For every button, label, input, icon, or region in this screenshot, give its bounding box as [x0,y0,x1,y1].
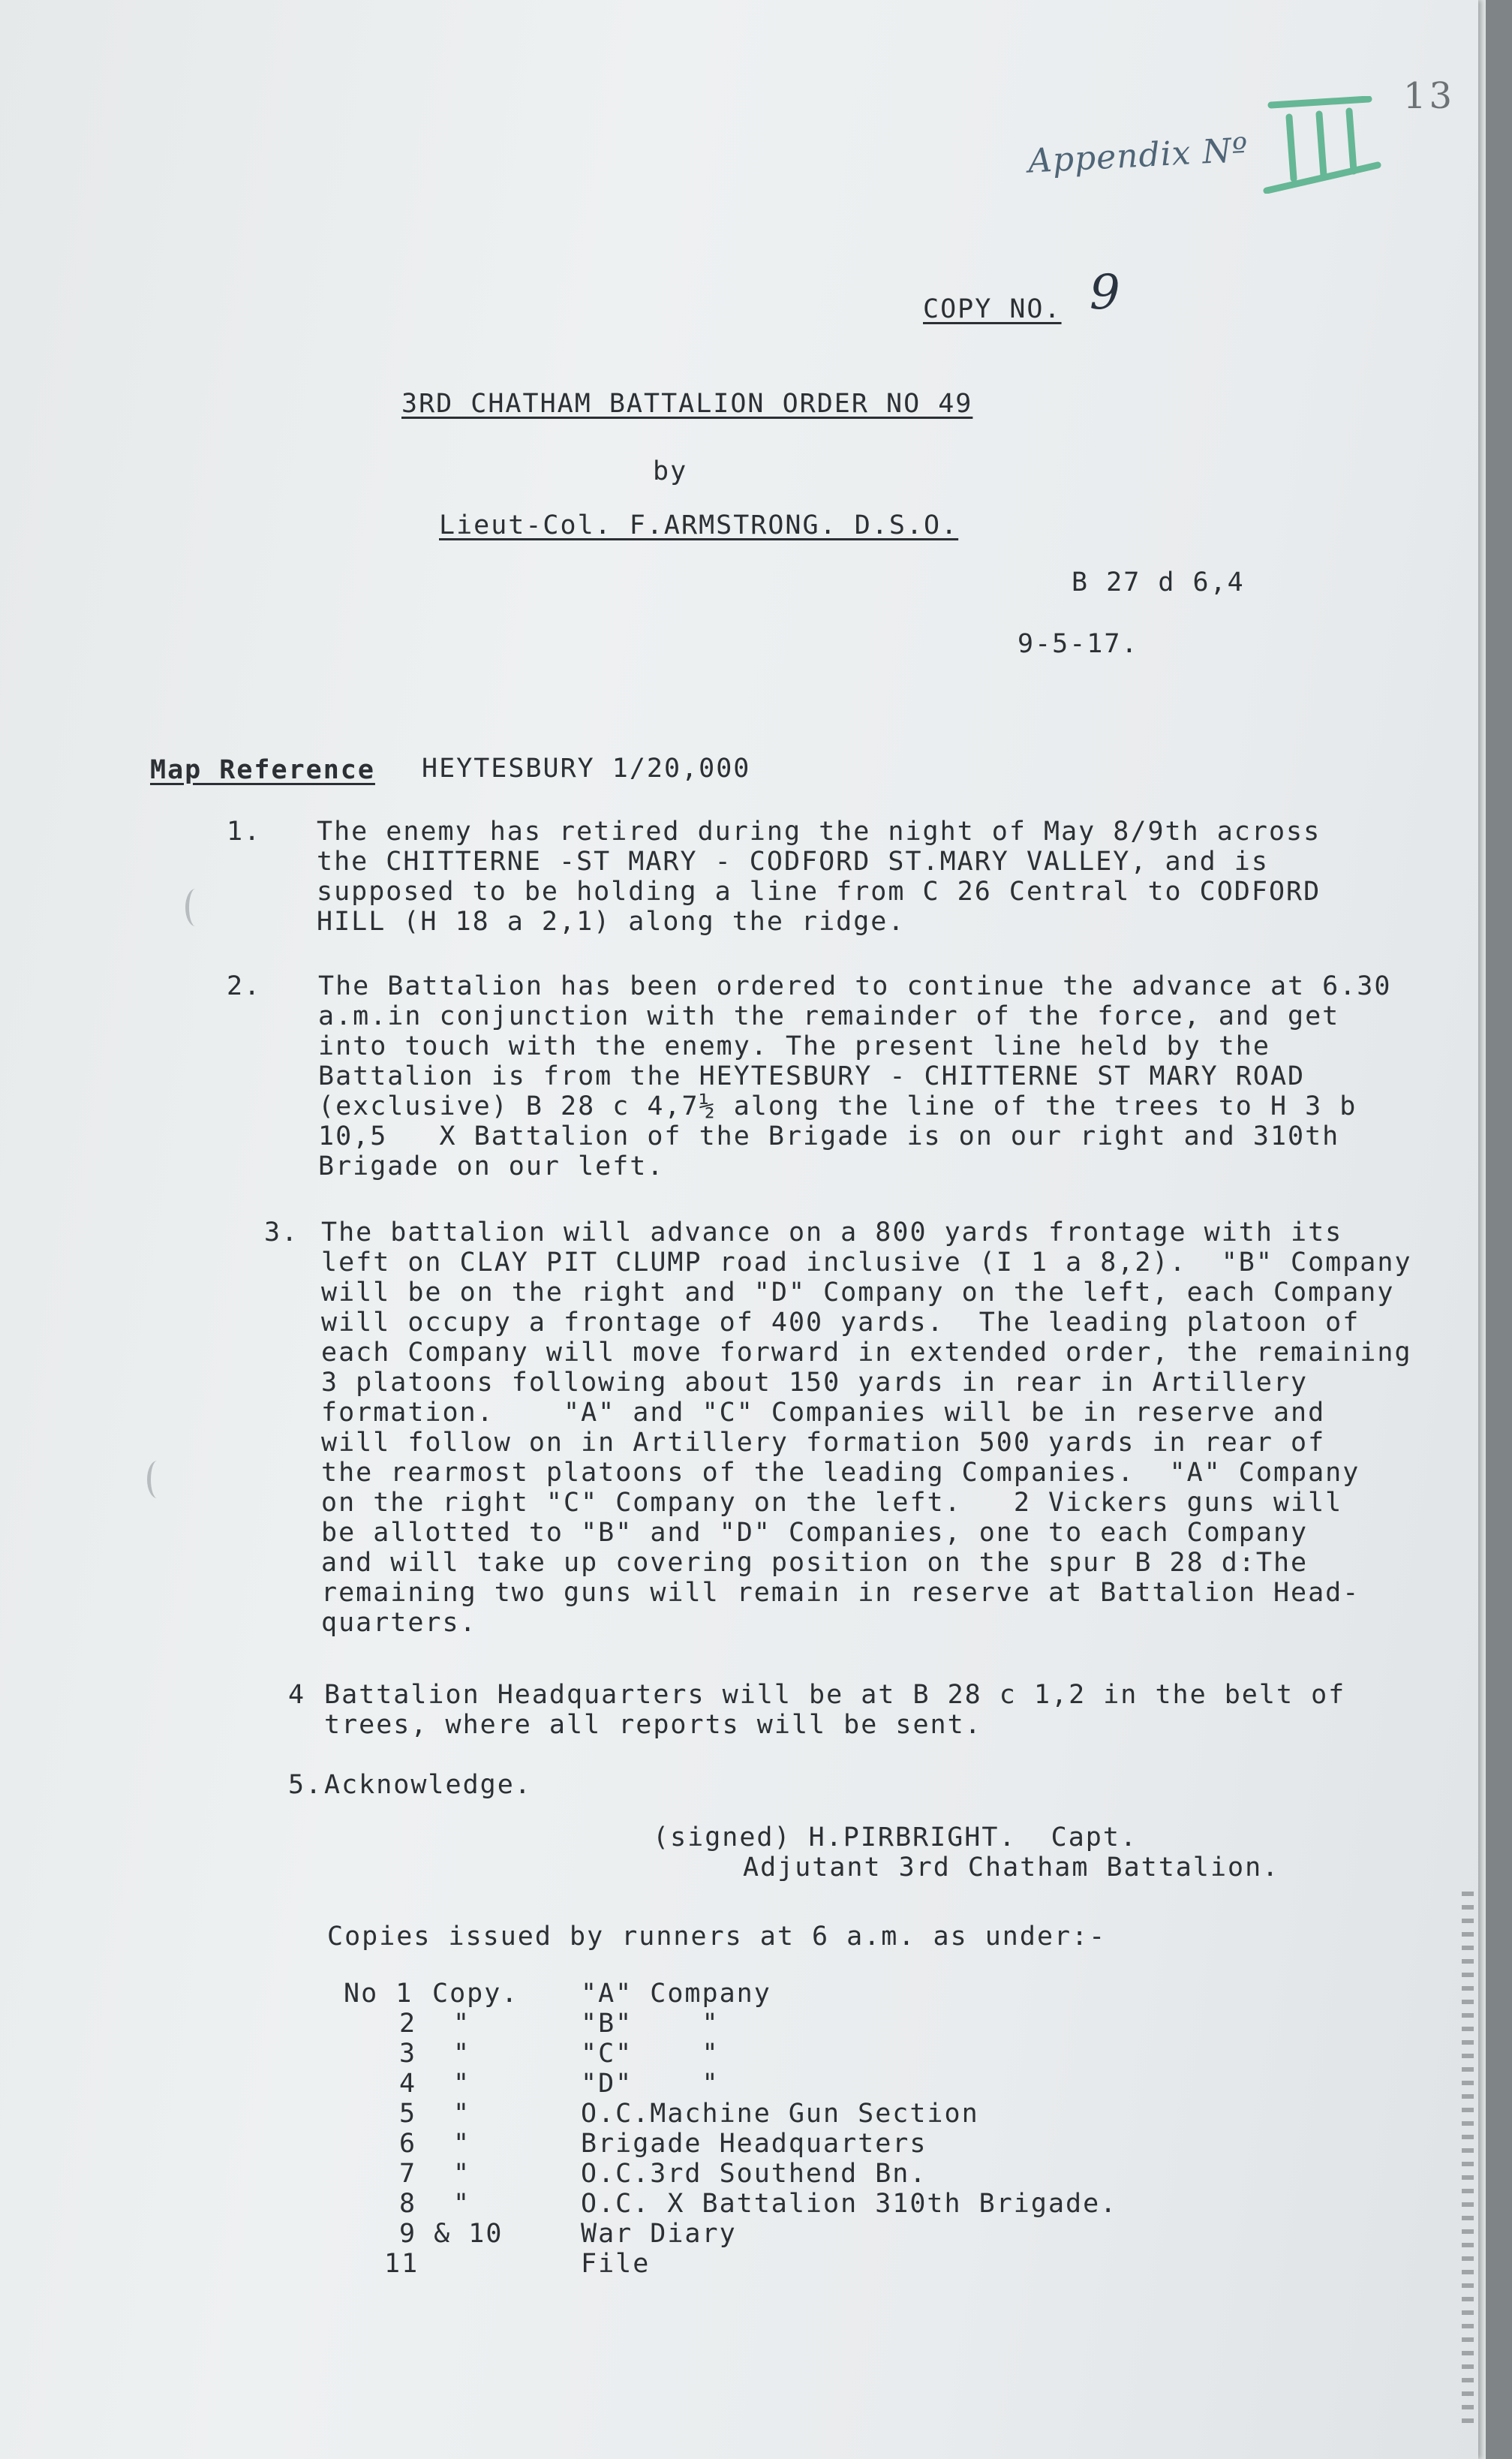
paragraph-line: each Company will move forward in extended order, the remaining [321,1338,1412,1368]
paragraph-line: supposed to be holding a line from C 26 Central to CODFORD [317,877,1321,907]
copy-number-label: COPY NO. [923,294,1062,324]
paragraph-5: Acknowledge. [324,1770,532,1800]
distribution-row [344,2099,1512,2129]
appendix-label: Appendix Nº [1027,131,1249,181]
paragraph-line: left on CLAY PIT CLUMP road inclusive (I 1 a 8,2). "B" Company [321,1248,1412,1278]
copy-number: No 1 [344,1979,413,2009]
paragraph-line: will follow on in Artillery formation 500 yards in rear of [321,1428,1326,1458]
location-reference: B 27 d 6,4 [1072,567,1245,597]
paragraph-line: will occupy a frontage of 400 yards. The leading platoon of [321,1308,1360,1338]
signature-line: (signed) H.PIRBRIGHT. Capt. [653,1822,1138,1853]
copy-recipient: O.C. X Battalion 310th Brigade. [581,2189,1118,2219]
paragraph-number: 2. [227,971,262,1001]
copy-number: 4 [399,2069,417,2099]
paragraph-line: (exclusive) B 28 c 4,7½ along the line of the trees to H 3 b [318,1091,1357,1121]
distribution-list [344,1979,1469,2309]
punch-hole [147,1461,167,1498]
copy-recipient: O.C.Machine Gun Section [581,2099,979,2129]
paragraph-1 [317,817,1321,937]
copy-label: " [453,2159,471,2189]
copy-number: 7 [399,2159,417,2189]
copy-label: " [453,2099,471,2129]
paragraph-line: the rearmost platoons of the leading Companies. "A" Company [321,1458,1360,1488]
copy-number: 2 [399,2009,417,2039]
paragraph-line: The battalion will advance on a 800 yards frontage with its [321,1217,1343,1248]
paragraph-line: quarters. [321,1608,477,1638]
paragraph-line: Battalion Headquarters will be at B 28 c 1,2 in the belt of [324,1680,1346,1710]
copy-number-handwritten: 9 [1090,265,1122,321]
distribution-row [344,2129,1512,2159]
copy-number: 9 & 10 [399,2219,503,2249]
paragraph-line: The Battalion has been ordered to continue the advance at 6.30 [318,971,1392,1001]
copy-label: " [453,2009,471,2039]
copy-recipient: "D" " [581,2069,720,2099]
map-reference-value: HEYTESBURY 1/20,000 [422,754,751,784]
paragraph-line: Brigade on our left. [318,1151,665,1181]
paragraph-number: 1. [227,817,262,847]
copy-recipient: "C" " [581,2039,720,2069]
copy-recipient: "A" Company [581,1979,771,2009]
copy-recipient: File [581,2249,651,2279]
paragraph-line: on the right "C" Company on the left. 2 Vickers guns will [321,1488,1343,1518]
paragraph-line: a.m.in conjunction with the remainder of the force, and get [318,1001,1340,1031]
page-edge-marks [1462,1892,1474,2432]
map-reference-label: Map Reference [150,755,375,785]
paragraph-line: trees, where all reports will be sent. [324,1710,982,1740]
distribution-row [344,2219,1512,2249]
copy-number: 5 [399,2099,417,2129]
paragraph-line: be allotted to "B" and "D" Companies, one to each Company [321,1518,1309,1548]
copy-number: 11 [384,2249,419,2279]
paragraph-4 [324,1680,1345,1740]
distribution-row [344,2069,1512,2099]
paragraph-number: 3. [264,1217,299,1248]
copy-label: " [453,2039,471,2069]
order-title: 3RD CHATHAM BATTALION ORDER NO 49 [401,389,973,419]
distribution-row [344,2189,1512,2219]
appendix-numeral: III [1258,96,1259,97]
paragraph-line: and will take up covering position on the spur B 28 d:The [321,1548,1309,1578]
copy-recipient: Brigade Headquarters [581,2129,927,2159]
distribution-intro: Copies issued by runners at 6 a.m. as under:- [327,1922,1107,1952]
distribution-row [344,1979,1512,2009]
copy-label: " [453,2189,471,2219]
copy-label: Copy. [432,1979,519,2009]
paragraph-line: Battalion is from the HEYTESBURY - CHITTERNE ST MARY ROAD [318,1061,1306,1091]
paragraph-line: 3 platoons following about 150 yards in rear in Artillery [321,1368,1309,1398]
appendix-numeral-mark [1258,96,1385,194]
distribution-row [344,2159,1512,2189]
order-date: 9-5-17. [1018,629,1139,659]
punch-hole [185,889,206,926]
paragraph-line: into touch with the enemy. The present line held by the [318,1031,1270,1061]
copy-number: 3 [399,2039,417,2069]
paragraph-line: will be on the right and "D" Company on the left, each Company [321,1278,1395,1308]
paragraph-line: 10,5 X Battalion of the Brigade is on our right and 310th [318,1121,1340,1151]
paragraph-number: 4 [288,1680,306,1710]
signature-title: Adjutant 3rd Chatham Battalion. [743,1853,1280,1883]
copy-number: 8 [399,2189,417,2219]
copy-recipient: War Diary [581,2219,737,2249]
paragraph-line: the CHITTERNE -ST MARY - CODFORD ST.MARY VALLEY, and is [317,847,1269,877]
paragraph-line: remaining two guns will remain in reserve at Battalion Head- [321,1578,1360,1608]
paragraph-2 [318,971,1391,1181]
copy-recipient: O.C.3rd Southend Bn. [581,2159,927,2189]
copy-number: 6 [399,2129,417,2159]
paragraph-3 [321,1217,1412,1638]
paragraph-line: HILL (H 18 a 2,1) along the ridge. [317,907,906,937]
distribution-row [344,2009,1512,2039]
paragraph-line: The enemy has retired during the night of May 8/9th across [317,817,1321,847]
author: Lieut-Col. F.ARMSTRONG. D.S.O. [439,510,959,540]
distribution-row [344,2039,1512,2069]
distribution-row [344,2249,1512,2279]
copy-label: " [453,2069,471,2099]
copy-label: " [453,2129,471,2159]
by-line: by [653,456,688,486]
paragraph-line: formation. "A" and "C" Companies will be in reserve and [321,1398,1326,1428]
copy-recipient: "B" " [581,2009,720,2039]
paragraph-number: 5. [288,1770,323,1800]
page-number: 13 [1403,75,1456,117]
